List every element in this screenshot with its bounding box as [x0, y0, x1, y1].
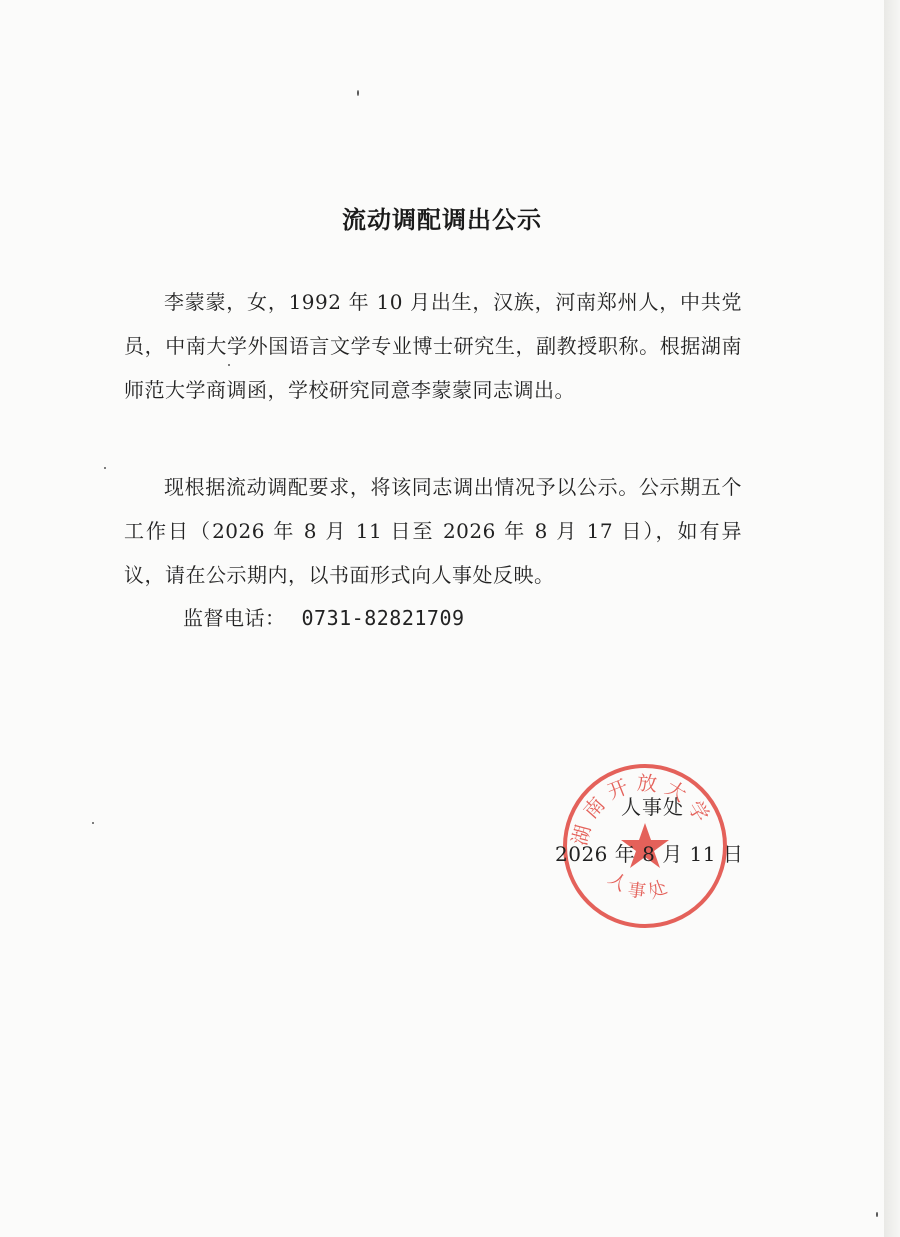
scan-speck — [357, 90, 359, 96]
svg-text:湖南开放大学: 湖南开放大学 — [567, 770, 718, 848]
supervise-line — [183, 602, 465, 631]
supervise-label: 监督电话： — [183, 606, 286, 630]
svg-text:人事处: 人事处 — [604, 868, 676, 904]
scan-speck — [876, 1212, 878, 1217]
scan-speck — [92, 822, 94, 824]
scan-edge — [884, 0, 900, 1237]
signature-department: 人事处 — [621, 795, 684, 819]
supervise-phone: 0731-82821709 — [301, 606, 465, 630]
document-title: 流动调配调出公示 — [342, 206, 542, 234]
paragraph-personal-info: 李蒙蒙，女，1992 年 10 月出生，汉族，河南郑州人，中共党员，中南大学外国语言文学专业博士研究生，副教授职称。根据湖南师范大学商调函，学校研究同意李蒙蒙同志调出。 — [124, 290, 742, 402]
signature-date: 2026 年 8 月 11 日 — [555, 842, 744, 866]
paragraph-publicity-notice: 现根据流动调配要求，将该同志调出情况予以公示。公示期五个工作日（2026 年 8 月 11 日至 2026 年 8 月 17 日），如有异议，请在公示期内，以书面形式向人事处反映。 — [124, 475, 742, 587]
scan-speck — [104, 467, 106, 469]
